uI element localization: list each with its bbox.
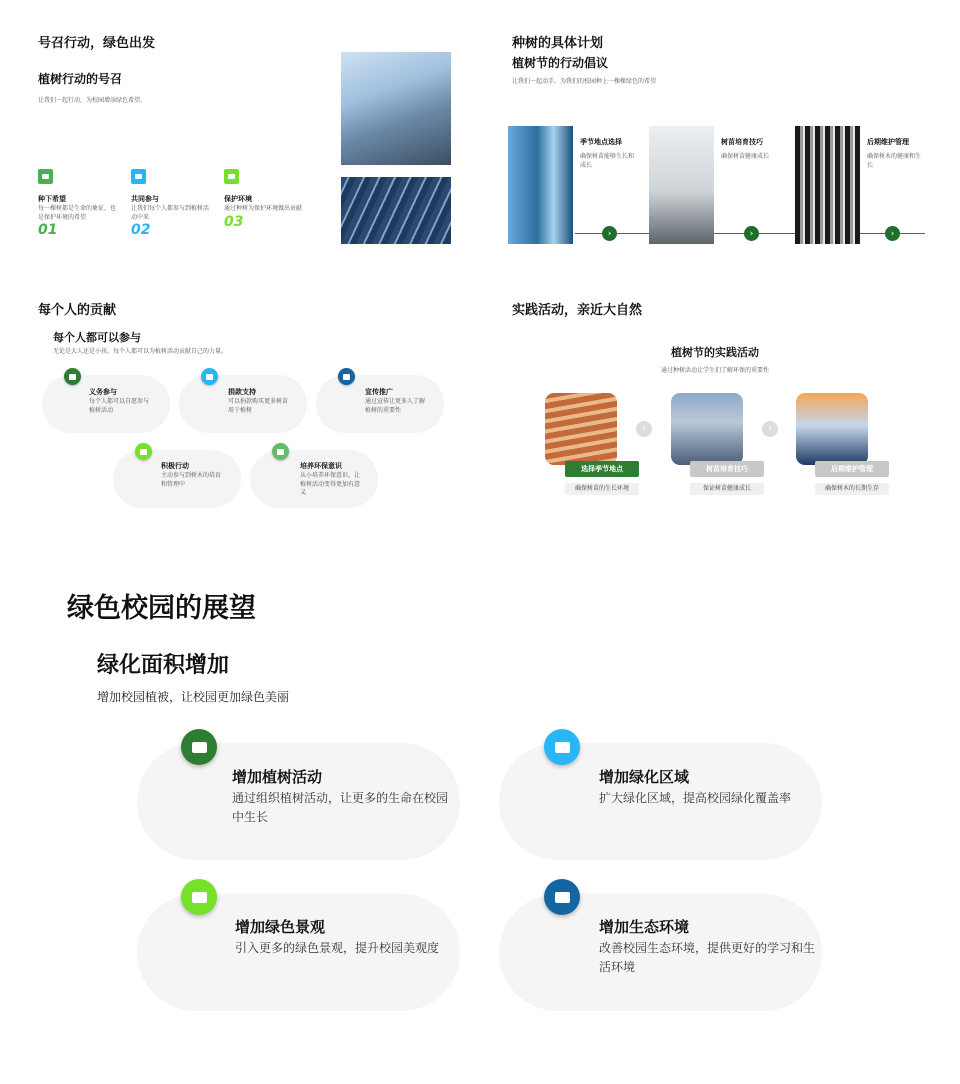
plan-photo-1 (508, 126, 573, 244)
plan-item-desc: 确保树苗能够生长和成长 (580, 153, 635, 169)
sprout-icon (38, 169, 53, 184)
contribution-desc: 可以捐款购买更多树苗用于植树 (228, 398, 289, 414)
sofa-icon (338, 368, 355, 385)
slide-4-title: 实践活动，亲近大自然 (512, 303, 643, 318)
outlook-desc: 通过组织植树活动，让更多的生命在校园中生长 (232, 791, 449, 824)
activity-sub: 确保树木的长期生存 (815, 483, 889, 495)
call-item-number: 02 (131, 222, 151, 239)
call-item-desc: 让我们每个人都参与到植树活动中来 (131, 205, 210, 221)
plan-photo-3 (795, 126, 860, 244)
arrow-right-icon: › (762, 421, 778, 437)
slide-2-subtitle: 植树节的行动倡议 (512, 56, 609, 70)
call-item-title: 种下希望 (38, 195, 66, 203)
contribution-desc: 通过宣传让更多人了解植树的重要性 (365, 398, 426, 414)
arrow-right-icon: › (636, 421, 652, 437)
activity-label: 树苗培育技巧 (690, 461, 764, 477)
slide-1-desc: 让我们一起行动，为校园增添绿色希望。 (38, 97, 147, 104)
slide-5-subtitle: 绿化面积增加 (97, 653, 230, 678)
chat-icon (181, 879, 217, 915)
slide-5-title: 绿色校园的展望 (67, 593, 256, 624)
sofa-icon (544, 879, 580, 915)
outlook-title: 增加植树活动 (232, 768, 323, 786)
call-item-1 (38, 169, 118, 238)
outlook-title: 增加生态环境 (599, 918, 690, 936)
activity-photo-2 (671, 393, 743, 465)
image-icon (64, 368, 81, 385)
activity-photo-3 (796, 393, 868, 465)
outlook-desc: 改善校园生态环境，提供更好的学习和生活环境 (599, 941, 816, 974)
slide-5-desc: 增加校园植被，让校园更加绿色美丽 (97, 690, 290, 704)
activity-photo-1 (545, 393, 617, 465)
plan-item-desc: 确保树木的健康和生长 (867, 153, 922, 169)
slide-3-title: 每个人的贡献 (38, 303, 117, 318)
call-item-2 (131, 169, 211, 238)
plan-photo-2 (649, 126, 714, 244)
call-item-desc: 通过种树为保护环境做出贡献 (224, 205, 303, 212)
call-item-number: 03 (224, 213, 244, 230)
outlook-title: 增加绿色景观 (235, 918, 326, 936)
glass-facade-photo (341, 177, 451, 244)
outlook-title: 增加绿化区域 (599, 768, 690, 786)
target-icon (131, 169, 146, 184)
call-item-number: 01 (38, 222, 58, 239)
call-item-desc: 每一棵树都是生命的象征，也是保护环境的希望 (38, 205, 117, 221)
outlook-desc: 扩大绿化区域，提高校园绿化覆盖率 (599, 791, 792, 805)
arrow-right-icon: › (744, 226, 759, 241)
slide-2-desc: 让我们一起动手，为我们的校园种上一棵棵绿色的希望 (512, 78, 657, 85)
arrow-right-icon: › (602, 226, 617, 241)
call-item-title: 保护环境 (224, 195, 252, 203)
skyscraper-photo (341, 52, 451, 165)
call-item-title: 共同参与 (131, 195, 159, 203)
plan-item-title: 后期维护管理 (867, 138, 909, 146)
activity-sub: 确保树苗的生长环境 (565, 483, 639, 495)
image-icon (181, 729, 217, 765)
slide-4-subtitle: 植树节的实践活动 (671, 346, 759, 359)
target-icon (544, 729, 580, 765)
plan-item-title: 季节地点选择 (580, 138, 622, 146)
contribution-desc: 主动参与到树木的培育和管理中 (161, 472, 222, 488)
outlook-desc: 引入更多的绿色景观，提升校园美观度 (235, 941, 440, 955)
contribution-desc: 每个人都可以自愿参与植树活动 (89, 398, 150, 414)
slide-1-title: 号召行动，绿色出发 (38, 36, 156, 51)
activity-sub: 保证树苗健康成长 (690, 483, 764, 495)
slide-3-subtitle: 每个人都可以参与 (53, 331, 141, 344)
chat-icon (135, 443, 152, 460)
slide-1-subtitle: 植树行动的号召 (38, 72, 123, 86)
activity-label: 选择季节地点 (565, 461, 639, 477)
activity-label: 后期维护管理 (815, 461, 889, 477)
contribution-title: 捐款支持 (228, 388, 256, 396)
contribution-title: 宣传推广 (365, 388, 393, 396)
call-item-3 (224, 169, 304, 230)
contribution-title: 培养环保意识 (300, 462, 342, 470)
chat-icon (224, 169, 239, 184)
plan-item-desc: 确保树苗健康成长 (721, 153, 770, 160)
slide-2-title: 种树的具体计划 (512, 36, 604, 51)
contribution-title: 义务参与 (89, 388, 117, 396)
contribution-desc: 从小培养环保意识，让植树活动变得更加有意义 (300, 472, 361, 497)
contribution-title: 积极行动 (161, 462, 189, 470)
target-icon (201, 368, 218, 385)
slide-3-desc: 无论是大人还是小孩，每个人都可以为植树活动贡献自己的力量。 (53, 348, 228, 355)
plan-item-title: 树苗培育技巧 (721, 138, 763, 146)
arrow-right-icon: › (885, 226, 900, 241)
slide-4-desc: 通过种树活动让学生们了解环保的重要性 (660, 367, 769, 374)
sprout-icon (272, 443, 289, 460)
